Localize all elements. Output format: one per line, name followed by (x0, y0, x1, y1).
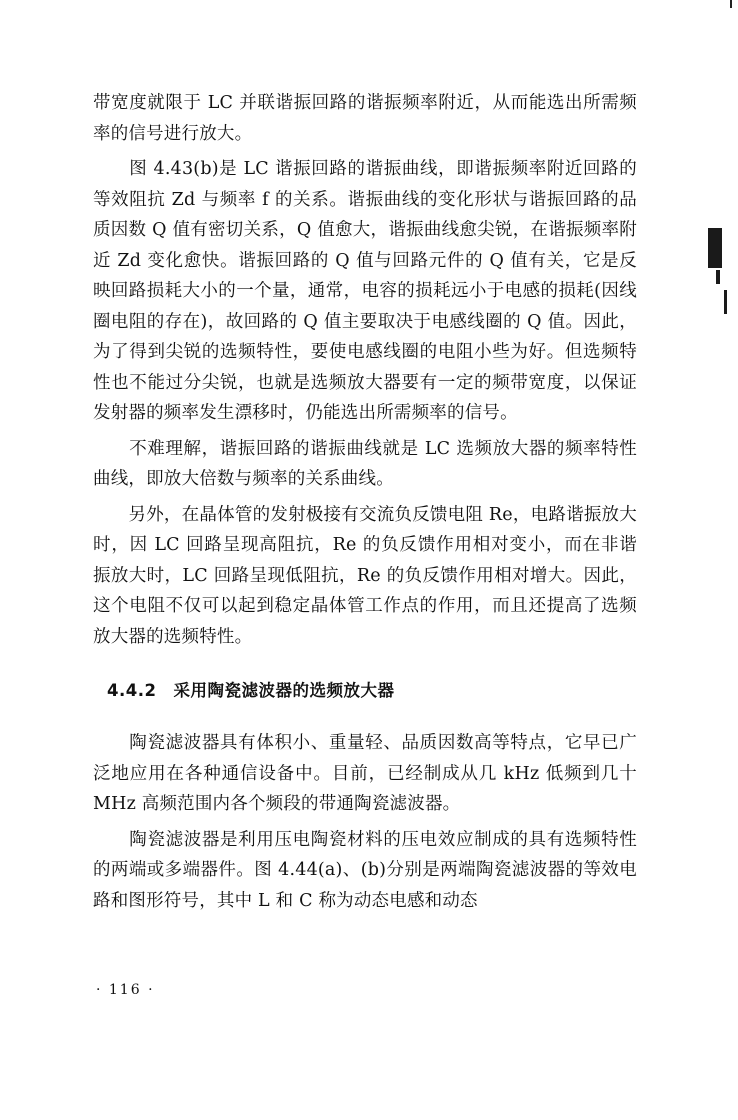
margin-marks (708, 228, 728, 318)
paragraph: 另外，在晶体管的发射极接有交流负反馈电阻 Re，电路谐振放大时，因 LC 回路呈现高阻抗，Re 的负反馈作用相对变小，而在非谐振放大时，LC 回路呈现低阻抗，Re 的负反馈作用相对增大。因此，这个电阻不仅可以起到稳定晶体管工作点的作用，而且还提高了选频放大器的选频特性。 (93, 504, 637, 647)
paragraph: 带宽度就限于 LC 并联谐振回路的谐振频率附近，从而能选出所需频率的信号进行放大。 (93, 93, 637, 144)
page-body (93, 88, 637, 916)
paragraph: 不难理解，谐振回路的谐振曲线就是 LC 选频放大器的频率特性曲线，即放大倍数与频率的关系曲线。 (93, 438, 637, 489)
paragraph: 图 4.43(b)是 LC 谐振回路的谐振曲线，即谐振频率附近回路的等效阻抗 Zd 与频率 f 的关系。谐振曲线的变化形状与谐振回路的品质因数 Q 值有密切关系，Q 值愈大，谐振曲线愈尖锐，在谐振频率附近 Zd 变化愈快。谐振回路的 Q 值与回路元件的 Q 值有关，它是反映回路损耗大小的一个量，通常，电容的损耗远小于电感的损耗(因线圈电阻的存在)，故回路的 Q 值主要取决于电感线圈的 Q 值。因此，为了得到尖锐的选频特性，要使电感线圈的电阻小些为好。但选频特性也不能过分尖锐，也就是选频放大器要有一定的频带宽度，以保证发射器的频率发生漂移时，仍能选出所需频率的信号。 (93, 159, 637, 423)
margin-bar-mark (716, 270, 720, 284)
margin-block-mark (708, 228, 722, 268)
paragraph: 陶瓷滤波器具有体积小、重量轻、品质因数高等特点，它早已广泛地应用在各种通信设备中。目前，已经制成从几 kHz 低频到几十 MHz 高频范围内各个频段的带通陶瓷滤波器。 (93, 733, 637, 814)
margin-bar-mark (724, 290, 727, 314)
paragraph: 陶瓷滤波器是利用压电陶瓷材料的压电效应制成的具有选频特性的两端或多端器件。图 4.44(a)、(b)分别是两端陶瓷滤波器的等效电路和图形符号，其中 L 和 C 称为动态电感和动态 (93, 829, 637, 911)
page-number: · 116 · (96, 982, 155, 998)
page-edge-mark (730, 0, 732, 8)
section-heading: 4.4.2 采用陶瓷滤波器的选频放大器 (107, 681, 395, 700)
